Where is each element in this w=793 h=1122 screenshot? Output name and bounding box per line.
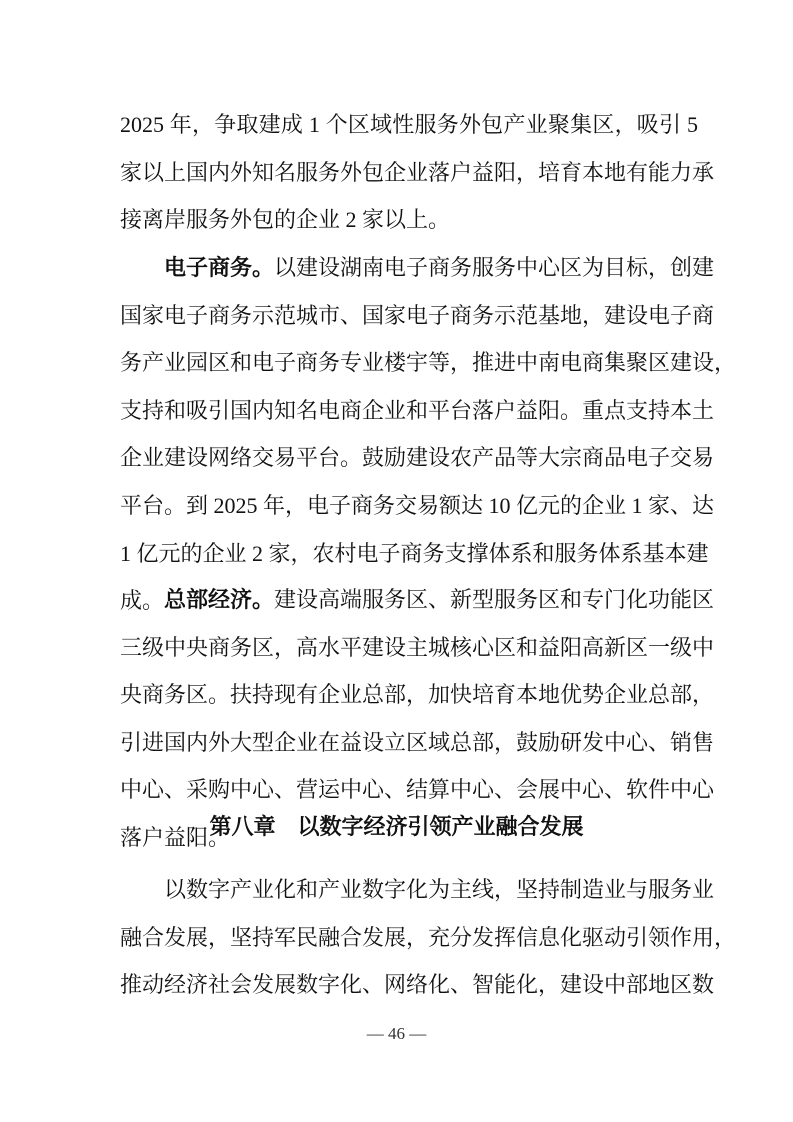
text-line: 中心、采购中心、营运中心、结算中心、会展中心、软件中心 <box>120 777 715 803</box>
paragraph-lead: 电子商务。 <box>164 255 275 280</box>
text-span: 建设高端服务区、新型服务区和专门化功能区 <box>274 587 715 612</box>
text-span: 以建设湖南电子商务服务中心区为目标，创建 <box>274 255 715 280</box>
text-line: 企业建设网络交易平台。鼓励建设农产品等大宗商品电子交易 <box>120 445 715 471</box>
text-line: 推动经济社会发展数字化、网络化、智能化，建设中部地区数 <box>120 972 715 998</box>
text-line: 央商务区。扶持现有企业总部，加快培育本地优势企业总部， <box>120 682 715 708</box>
paragraph-ecommerce <box>120 244 737 625</box>
text-line: 引进国内外大型企业在益设立区域总部，鼓励研发中心、销售 <box>120 729 715 755</box>
text-line: 家以上国内外知名服务外包企业落户益阳，培育本地有能力承 <box>120 159 715 185</box>
text-line: 以数字产业化和产业数字化为主线，坚持制造业与服务业 <box>164 877 715 902</box>
chapter-heading: 第八章 以数字经济引领产业融合发展 <box>209 814 584 839</box>
text-line: 务产业园区和电子商务专业楼宇等，推进中南电商集聚区建设， <box>120 350 737 376</box>
text-line: 国家电子商务示范城市、国家电子商务示范基地，建设电子商 <box>120 302 715 328</box>
text-line: 平台。到 2025 年，电子商务交易额达 10 亿元的企业 1 家、达 <box>120 492 715 518</box>
text-line: 融合发展，坚持军民融合发展，充分发挥信息化驱动引领作用， <box>120 924 737 950</box>
page-number: — 46 — <box>366 1024 427 1043</box>
text-line <box>120 576 715 624</box>
text-line: 1 亿元的企业 2 家，农村电子商务支撑体系和服务体系基本建 <box>120 540 709 566</box>
paragraph-lead: 总部经济。 <box>164 587 275 612</box>
paragraph-chapter-intro <box>120 866 737 1009</box>
text-line: 成。 <box>120 588 165 614</box>
text-line: 2025 年，争取建成 1 个区域性服务外包产业聚集区，吸引 5 <box>120 112 698 137</box>
text-line <box>120 244 715 292</box>
text-line: 三级中央商务区，高水平建设主城核心区和益阳高新区一级中 <box>120 634 715 660</box>
paragraph-outsourcing <box>120 101 715 244</box>
text-line: 支持和吸引国内知名电商企业和平台落户益阳。重点支持本土 <box>120 397 715 423</box>
text-line: 接离岸服务外包的企业 2 家以上。 <box>120 207 451 233</box>
text-line: 落户益阳。 <box>120 824 231 850</box>
